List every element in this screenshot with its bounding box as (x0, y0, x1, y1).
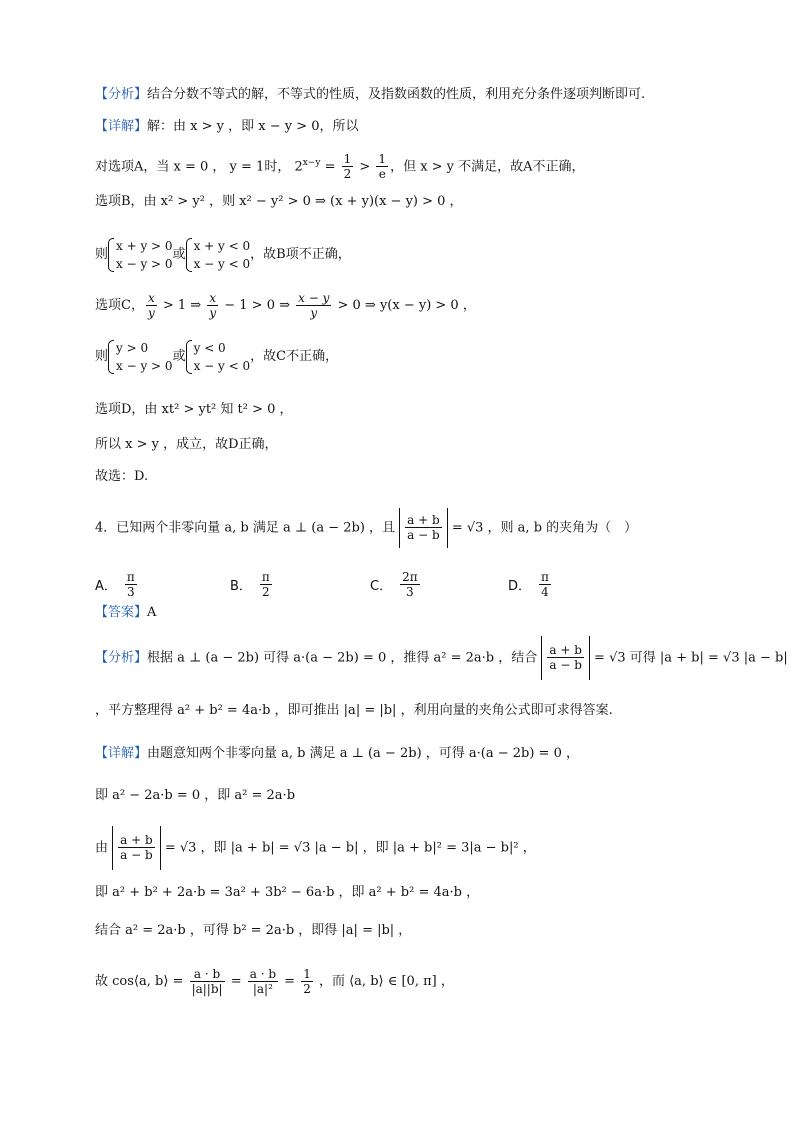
detail-tag: 【详解】 (95, 746, 148, 761)
fraction-x-over-y (207, 291, 218, 320)
case-row: x − y < 0 (193, 256, 251, 271)
frac-den: a − b (549, 658, 582, 672)
cases-pre: 则 (95, 349, 109, 364)
frac-num: a + b (549, 643, 582, 657)
conclusion-text: 所以 x > y ，成立，故D正确， (95, 437, 278, 452)
frac-den: |a|² (252, 982, 273, 996)
step-4 (95, 922, 754, 940)
abs-fraction (399, 508, 448, 548)
step-3 (95, 884, 754, 902)
step-5-post: ，而 ⟨a, b⟩ ∈ [0, π] ， (314, 974, 454, 989)
step-2-post: = √3 ，即 |a + b| = √3 |a − b| ，即 |a + b|² = 3|a − b|² ， (160, 840, 536, 856)
vector-fraction (118, 833, 155, 862)
option-fraction (125, 570, 137, 599)
cases-pre: 则 (95, 247, 109, 262)
option-c-s1: > 1 ⇒ (158, 298, 206, 313)
frac-den: y (310, 306, 318, 320)
cases-post: ，故B项不正确， (250, 247, 351, 262)
conclusion (95, 436, 754, 454)
option-a[interactable] (95, 570, 139, 599)
answer-text: A (147, 605, 157, 620)
option-b-analysis (95, 193, 754, 211)
step-4-text: 结合 a² = 2a·b ，可得 b² = 2a·b ，即得 |a| = |b| ， (95, 923, 412, 938)
option-label: C． (370, 579, 393, 594)
frac-den: 2 (262, 585, 270, 599)
vector-fraction (405, 513, 442, 542)
case-system-2 (186, 237, 251, 273)
case-row: x + y < 0 (193, 238, 251, 253)
option-d-analysis (95, 401, 754, 419)
frac-num: π (261, 570, 270, 584)
frac-den: y (147, 306, 155, 320)
step-1 (95, 787, 754, 805)
step-2-pre: 由 (95, 840, 109, 856)
option-c[interactable] (370, 570, 422, 599)
frac-num: a · b (249, 967, 277, 981)
option-d[interactable] (508, 570, 553, 599)
frac-den: 3 (127, 585, 135, 599)
option-a-pre: 对选项A，当 x = 0 ， y = 1时， 2 (95, 159, 303, 175)
analysis-text: 根据 a ⊥ (a − 2b) 可得 a·(a − 2b) = 0 ，推得 a² = 2a·b ，结合 (147, 650, 538, 666)
case-system-1 (108, 237, 173, 273)
option-c-pre: 选项C， (95, 298, 144, 313)
cases-or: 或 (172, 349, 186, 364)
question-4-pre: 4．已知两个非零向量 a, b 满足 a ⊥ (a − 2b) ，且 (95, 520, 396, 536)
case-row: y > 0 (116, 340, 149, 355)
case-row: x − y < 0 (193, 358, 251, 373)
fraction-x-over-y (146, 291, 157, 320)
case-system-1 (108, 339, 173, 375)
option-label: D． (508, 579, 532, 594)
frac-den: |a||b| (191, 982, 223, 996)
option-c-s3: > 0 ⇒ y(x − y) > 0 ， (333, 298, 476, 313)
frac-num: x (147, 291, 155, 305)
case-row: x + y > 0 (116, 238, 173, 253)
frac-num: 1 (303, 967, 311, 981)
frac-den: y (209, 306, 217, 320)
cos-fraction-3 (301, 967, 313, 996)
frac-den: e (378, 167, 386, 182)
detail-tag: 【详解】 (95, 119, 148, 134)
case-row: x − y > 0 (116, 256, 173, 271)
answer-options (95, 570, 695, 600)
step-1-text: 即 a² − 2a·b = 0 ，即 a² = 2a·b (95, 788, 296, 803)
option-label: A． (95, 579, 117, 594)
frac-den: a − b (120, 848, 153, 862)
analysis-text: 结合分数不等式的解，不等式的性质，及指数函数的性质，利用充分条件逐项判断即可. (147, 87, 646, 102)
frac-num: a + b (120, 833, 153, 847)
fraction-xminusy-over-y (296, 291, 331, 320)
option-a-gt: > (355, 159, 375, 175)
answer-tag: 【答案】 (95, 605, 148, 620)
option-fraction (539, 570, 551, 599)
analysis-text-2b: ，平方整理得 a² + b² = 4a·b ，即可推出 |a| = |b| ，利用向量的夹角公式即可求得答案. (95, 703, 613, 718)
question-4 (95, 508, 754, 549)
vector-fraction (547, 643, 584, 672)
abs-fraction (541, 636, 590, 680)
option-a-eq: = (320, 159, 340, 175)
step-5-pre: 故 cos⟨a, b⟩ = (95, 974, 188, 989)
case-row: y < 0 (193, 340, 226, 355)
frac-num: 2π (402, 570, 418, 584)
frac-num: a + b (407, 513, 440, 527)
frac-num: x − y (298, 291, 330, 305)
analysis-tag: 【分析】 (95, 650, 148, 666)
frac-num: π (126, 570, 135, 584)
detail-text: 解：由 x > y ，即 x − y > 0，所以 (147, 119, 359, 134)
case-row: x − y > 0 (116, 358, 173, 373)
analysis-paragraph-2b (95, 702, 754, 720)
question-4-post: = √3 ，则 a, b 的夹角为（ ） (447, 520, 638, 536)
option-a-post: ，但 x > y 不满足，故A不正确， (390, 159, 585, 175)
option-c-analysis (95, 290, 754, 322)
frac-den: a − b (407, 528, 440, 542)
option-c-cases (95, 337, 754, 377)
frac-num: x (209, 291, 217, 305)
frac-den: 2 (343, 167, 352, 182)
cos-fraction-2 (248, 967, 278, 996)
cases-post: ，故C不正确， (250, 349, 339, 364)
abs-fraction (112, 826, 161, 870)
option-c-s2: − 1 > 0 ⇒ (220, 298, 295, 313)
detail-text: 由题意知两个非零向量 a, b 满足 a ⊥ (a − 2b) ，可得 a·(a − 2b) = 0 ， (147, 746, 579, 761)
step-5-eq: = (280, 974, 300, 989)
detail-paragraph-2 (95, 745, 754, 763)
step-5 (95, 960, 754, 1004)
fraction-half (342, 152, 354, 181)
analysis-paragraph-1 (95, 86, 754, 104)
option-label: B． (230, 579, 252, 594)
detail-paragraph-1 (95, 118, 754, 136)
choice (95, 468, 754, 486)
fraction-one-over-e (376, 152, 388, 181)
option-a-exponent: x−y (302, 158, 321, 168)
frac-num: π (541, 570, 549, 584)
step-2 (95, 826, 754, 871)
step-5-eq: = (226, 974, 246, 989)
option-d-text: 选项D，由 xt² > yt² 知 t² > 0 ， (95, 402, 293, 417)
cos-fraction-1 (190, 967, 225, 996)
choice-text: 故选：D. (95, 469, 149, 484)
analysis-post: = √3 可得 |a + b| = √3 |a − b| (589, 650, 788, 666)
frac-den: 3 (406, 585, 414, 599)
frac-num: a · b (190, 967, 225, 982)
option-fraction (400, 570, 420, 599)
option-b-cases (95, 235, 754, 275)
answer-line (95, 604, 754, 622)
case-system-2 (186, 339, 251, 375)
frac-num: 1 (343, 152, 352, 167)
frac-den: 4 (541, 585, 549, 599)
frac-num: 1 (378, 152, 387, 167)
frac-den: 2 (303, 982, 311, 996)
cases-or: 或 (172, 247, 186, 262)
analysis-paragraph-2 (95, 636, 788, 681)
step-3-text: 即 a² + b² + 2a·b = 3a² + 3b² − 6a·b ，即 a² + b² = 4a·b ， (95, 885, 480, 900)
option-b-text: 选项B，由 x² > y² ，则 x² − y² > 0 ⇒ (x + y)(x − y) > 0 ， (95, 194, 463, 209)
option-fraction (260, 570, 272, 599)
analysis-tag: 【分析】 (95, 87, 148, 102)
option-a-analysis (95, 148, 754, 182)
option-b[interactable] (230, 570, 274, 599)
